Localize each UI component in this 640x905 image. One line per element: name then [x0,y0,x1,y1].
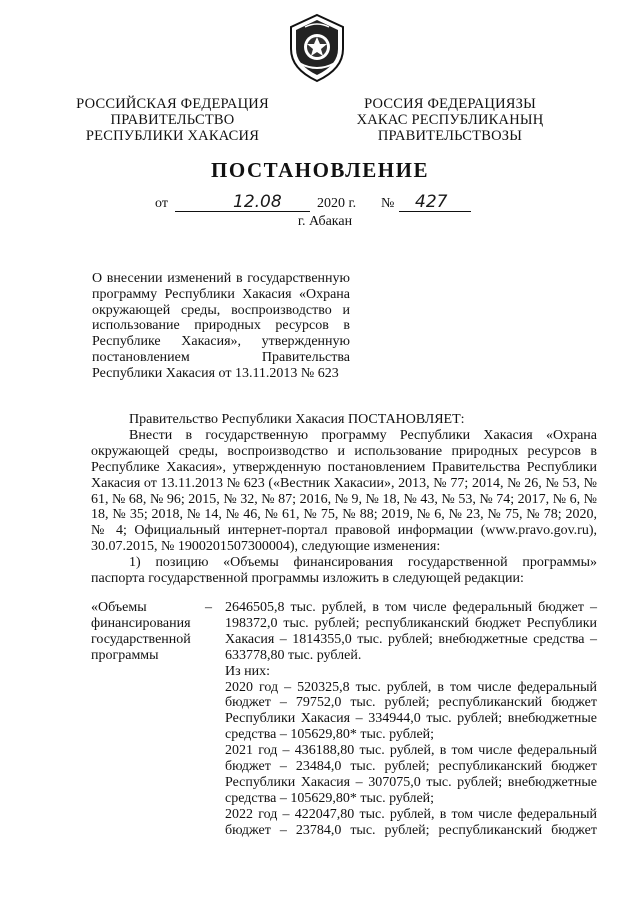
city: г. Абакан [297,214,353,229]
subject-line: О внесении изменений в государственную [92,271,350,286]
subject-line: использование природных ресурсов в [92,318,350,334]
body-paragraph: 1) позицию «Объемы финансирования государственной программы» паспорта государственной программы изложить в следующей редакции: [91,555,597,587]
date-line [155,192,485,216]
number-handwritten: 427 [415,192,448,212]
date-prefix: от [155,196,168,211]
subject-line: Республике Хакасия», утвержденную [92,334,350,350]
subject-block [92,271,350,382]
header-right-line: ПРАВИТЕЛЬСТВОЗЫ [377,128,523,144]
subject-line: постановлением Правительства [92,349,350,365]
body-text [91,412,597,587]
financing-of-them: Из них: [225,663,271,679]
body-paragraph: Внести в государственную программу Республики Хакасия «Охрана окружающей среды, воспроизводство и использование природных ресурсов в Республике Хакасия», утвержденную постановлением Правительства Республики Хакасия от 13.11.2013 № 623 («Вестник Хакасии», 2013, № 77; 2014, № 26, № 53, № 61, № 68, № 96; 2015, № 32, № 87; 2016, № 9, № 18, № 43, № 53, № 74; 2017, № 6, № 18, № 35; 2018, № 14, № 46, № 61, № 75, № 88; 2019, № 6, № 23, № 75, № 78; 2020, № 4; Официальный интернет-портал правовой информации (www.pravo.gov.ru), 30.07.2015, № 1900201507300004), следующие изменения: [91,427,597,555]
financing-label-line: программы [91,647,159,663]
document-title: ПОСТАНОВЛЕНИЕ [211,158,429,182]
financing-label-line: государственной [91,631,191,647]
header-left-line: РОССИЙСКАЯ ФЕДЕРАЦИЯ [76,96,269,112]
financing-label [91,600,203,664]
subject-line: Республики Хакасия от 13.11.2013 № 623 [92,365,339,381]
header-left-line: РЕСПУБЛИКИ ХАКАСИЯ [85,128,260,144]
financing-label-line: финансирования [91,615,191,631]
financing-label-line: «Объемы [91,600,147,615]
financing-2020: 2020 год – 520325,8 тыс. рублей, в том числе федеральный бюджет – 79752,0 тыс. рублей; республиканский бюджет Республики Хакасия – 334944,0 тыс. рублей; внебюджетные средства – 105629,80* тыс. рублей; [225,679,597,743]
number-label: № [381,196,395,211]
financing-values [225,600,597,839]
body-paragraph: Правительство Республики Хакасия ПОСТАНОВЛЯЕТ: [129,412,465,427]
header-right-line: РОССИЯ ФЕДЕРАЦИЯЗЫ [364,96,536,112]
date-handwritten: 12.08 [233,192,282,212]
header-left-line: ПРАВИТЕЛЬСТВО [110,112,235,128]
coat-of-arms-icon [285,13,349,83]
financing-2022: 2022 год – 422047,80 тыс. рублей, в том числе федеральный бюджет – 23784,0 тыс. рублей; республиканский бюджет [225,806,597,838]
financing-dash: – [205,600,212,615]
header-right-line: ХАКАС РЕСПУБЛИКАНЫҢ [356,112,544,128]
header-right [350,96,550,144]
financing-total: 2646505,8 тыс. рублей, в том числе федеральный бюджет – 198372,0 тыс. рублей; республиканский бюджет Республики Хакасия – 1814355,0 тыс. рублей; внебюджетные средства – 633778,80 тыс. рублей. [225,600,597,663]
year-label: 2020 г. [317,196,357,211]
subject-line: программу Республики Хакасия «Охрана [92,286,350,302]
financing-2021: 2021 год – 436188,80 тыс. рублей, в том числе федеральный бюджет – 23484,0 тыс. рублей; республиканский бюджет Республики Хакасия – 307075,0 тыс. рублей; внебюджетные средства – 105629,80* тыс. рублей; [225,743,597,806]
header-left [70,96,275,144]
subject-line: окружающей среды, воспроизводство и [92,302,350,318]
